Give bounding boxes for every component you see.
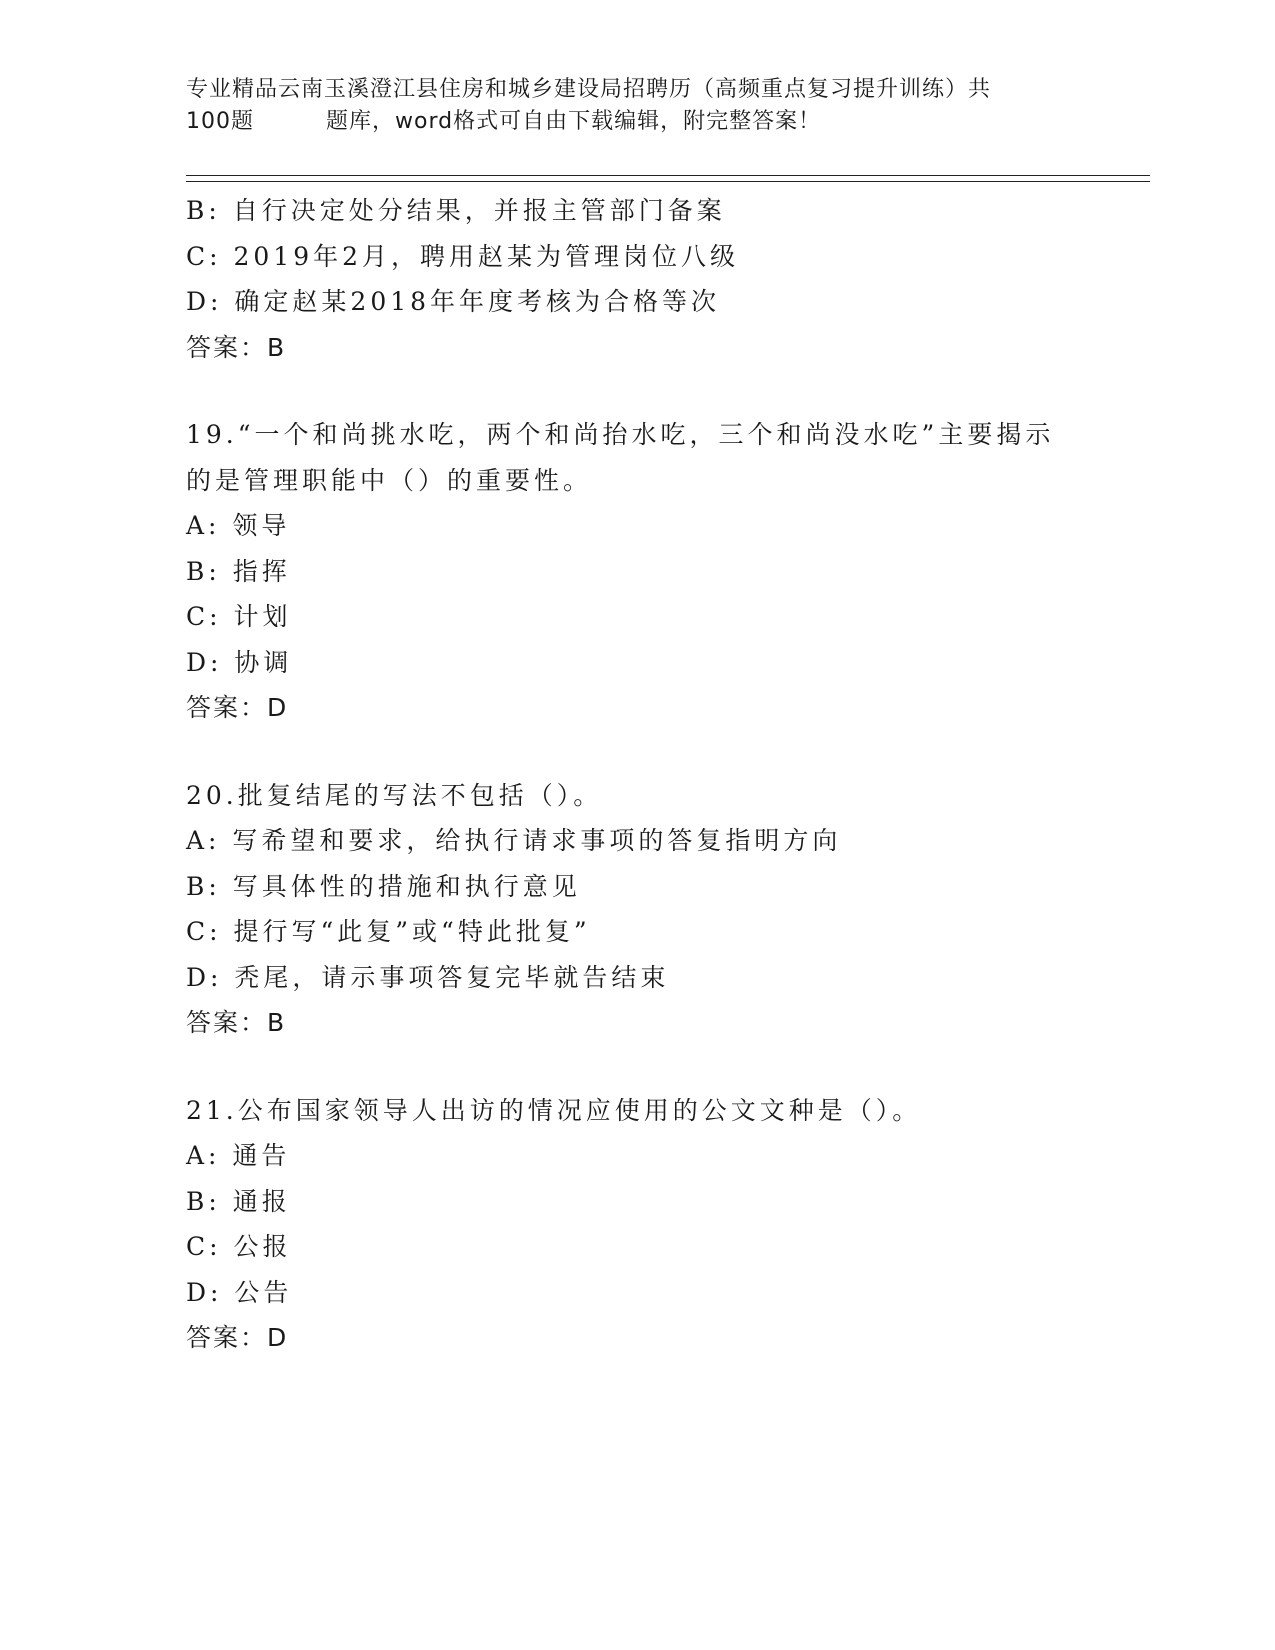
spacer	[186, 731, 1086, 773]
document-header	[186, 74, 1056, 138]
question-21	[186, 1088, 1086, 1361]
header-title-line1: 专业精品云南玉溪澄江县住房和城乡建设局招聘历（高频重点复习提升训练）共	[186, 77, 992, 102]
question-text: 20.批复结尾的写法不包括（）。	[186, 780, 603, 810]
header-description: 题库，word格式可自由下载编辑，附完整答案！	[326, 109, 822, 134]
spacer	[186, 370, 1086, 412]
option-d: D: 协调	[186, 647, 293, 677]
option-b: B: 通报	[186, 1186, 291, 1216]
question-content	[186, 188, 1086, 1361]
header-question-count: 100题	[186, 109, 254, 134]
option-d: D: 秃尾，请示事项答复完毕就告结束	[186, 962, 670, 992]
header-divider-top	[186, 175, 1150, 176]
header-title-line2	[186, 106, 1056, 138]
option-d: D: 确定赵某2018年年度考核为合格等次	[186, 287, 721, 316]
continued-question	[186, 188, 1086, 370]
option-c: C: 计划	[186, 602, 292, 631]
option-a: A: 通告	[186, 1141, 291, 1170]
question-text: 19.“一个和尚挑水吃，两个和尚抬水吃，三个和尚没水吃”主要揭示的是管理职能中（）的重要性。	[186, 420, 1055, 495]
question-19	[186, 412, 1086, 731]
option-a: A: 领导	[186, 511, 291, 540]
option-c: C: 2019年2月，聘用赵某为管理岗位八级	[186, 241, 740, 271]
spacer	[186, 1046, 1086, 1088]
question-20	[186, 773, 1086, 1046]
option-c: C: 公报	[186, 1232, 292, 1261]
question-text: 21.公布国家领导人出访的情况应使用的公文文种是（）。	[186, 1095, 922, 1125]
option-c: C: 提行写“此复”或“特此批复”	[186, 917, 591, 946]
option-a: A: 写希望和要求，给执行请求事项的答复指明方向	[186, 826, 842, 855]
answer-line: 答案：B	[186, 332, 287, 362]
option-b: B: 指挥	[186, 556, 291, 586]
answer-line: 答案：B	[186, 1008, 287, 1037]
header-divider-bottom	[186, 181, 1150, 182]
answer-line: 答案：D	[186, 1323, 289, 1352]
option-b: B: 写具体性的措施和执行意见	[186, 871, 581, 901]
option-b: B: 自行决定处分结果，并报主管部门备案	[186, 196, 726, 225]
option-d: D: 公告	[186, 1277, 293, 1307]
answer-line: 答案：D	[186, 693, 289, 722]
